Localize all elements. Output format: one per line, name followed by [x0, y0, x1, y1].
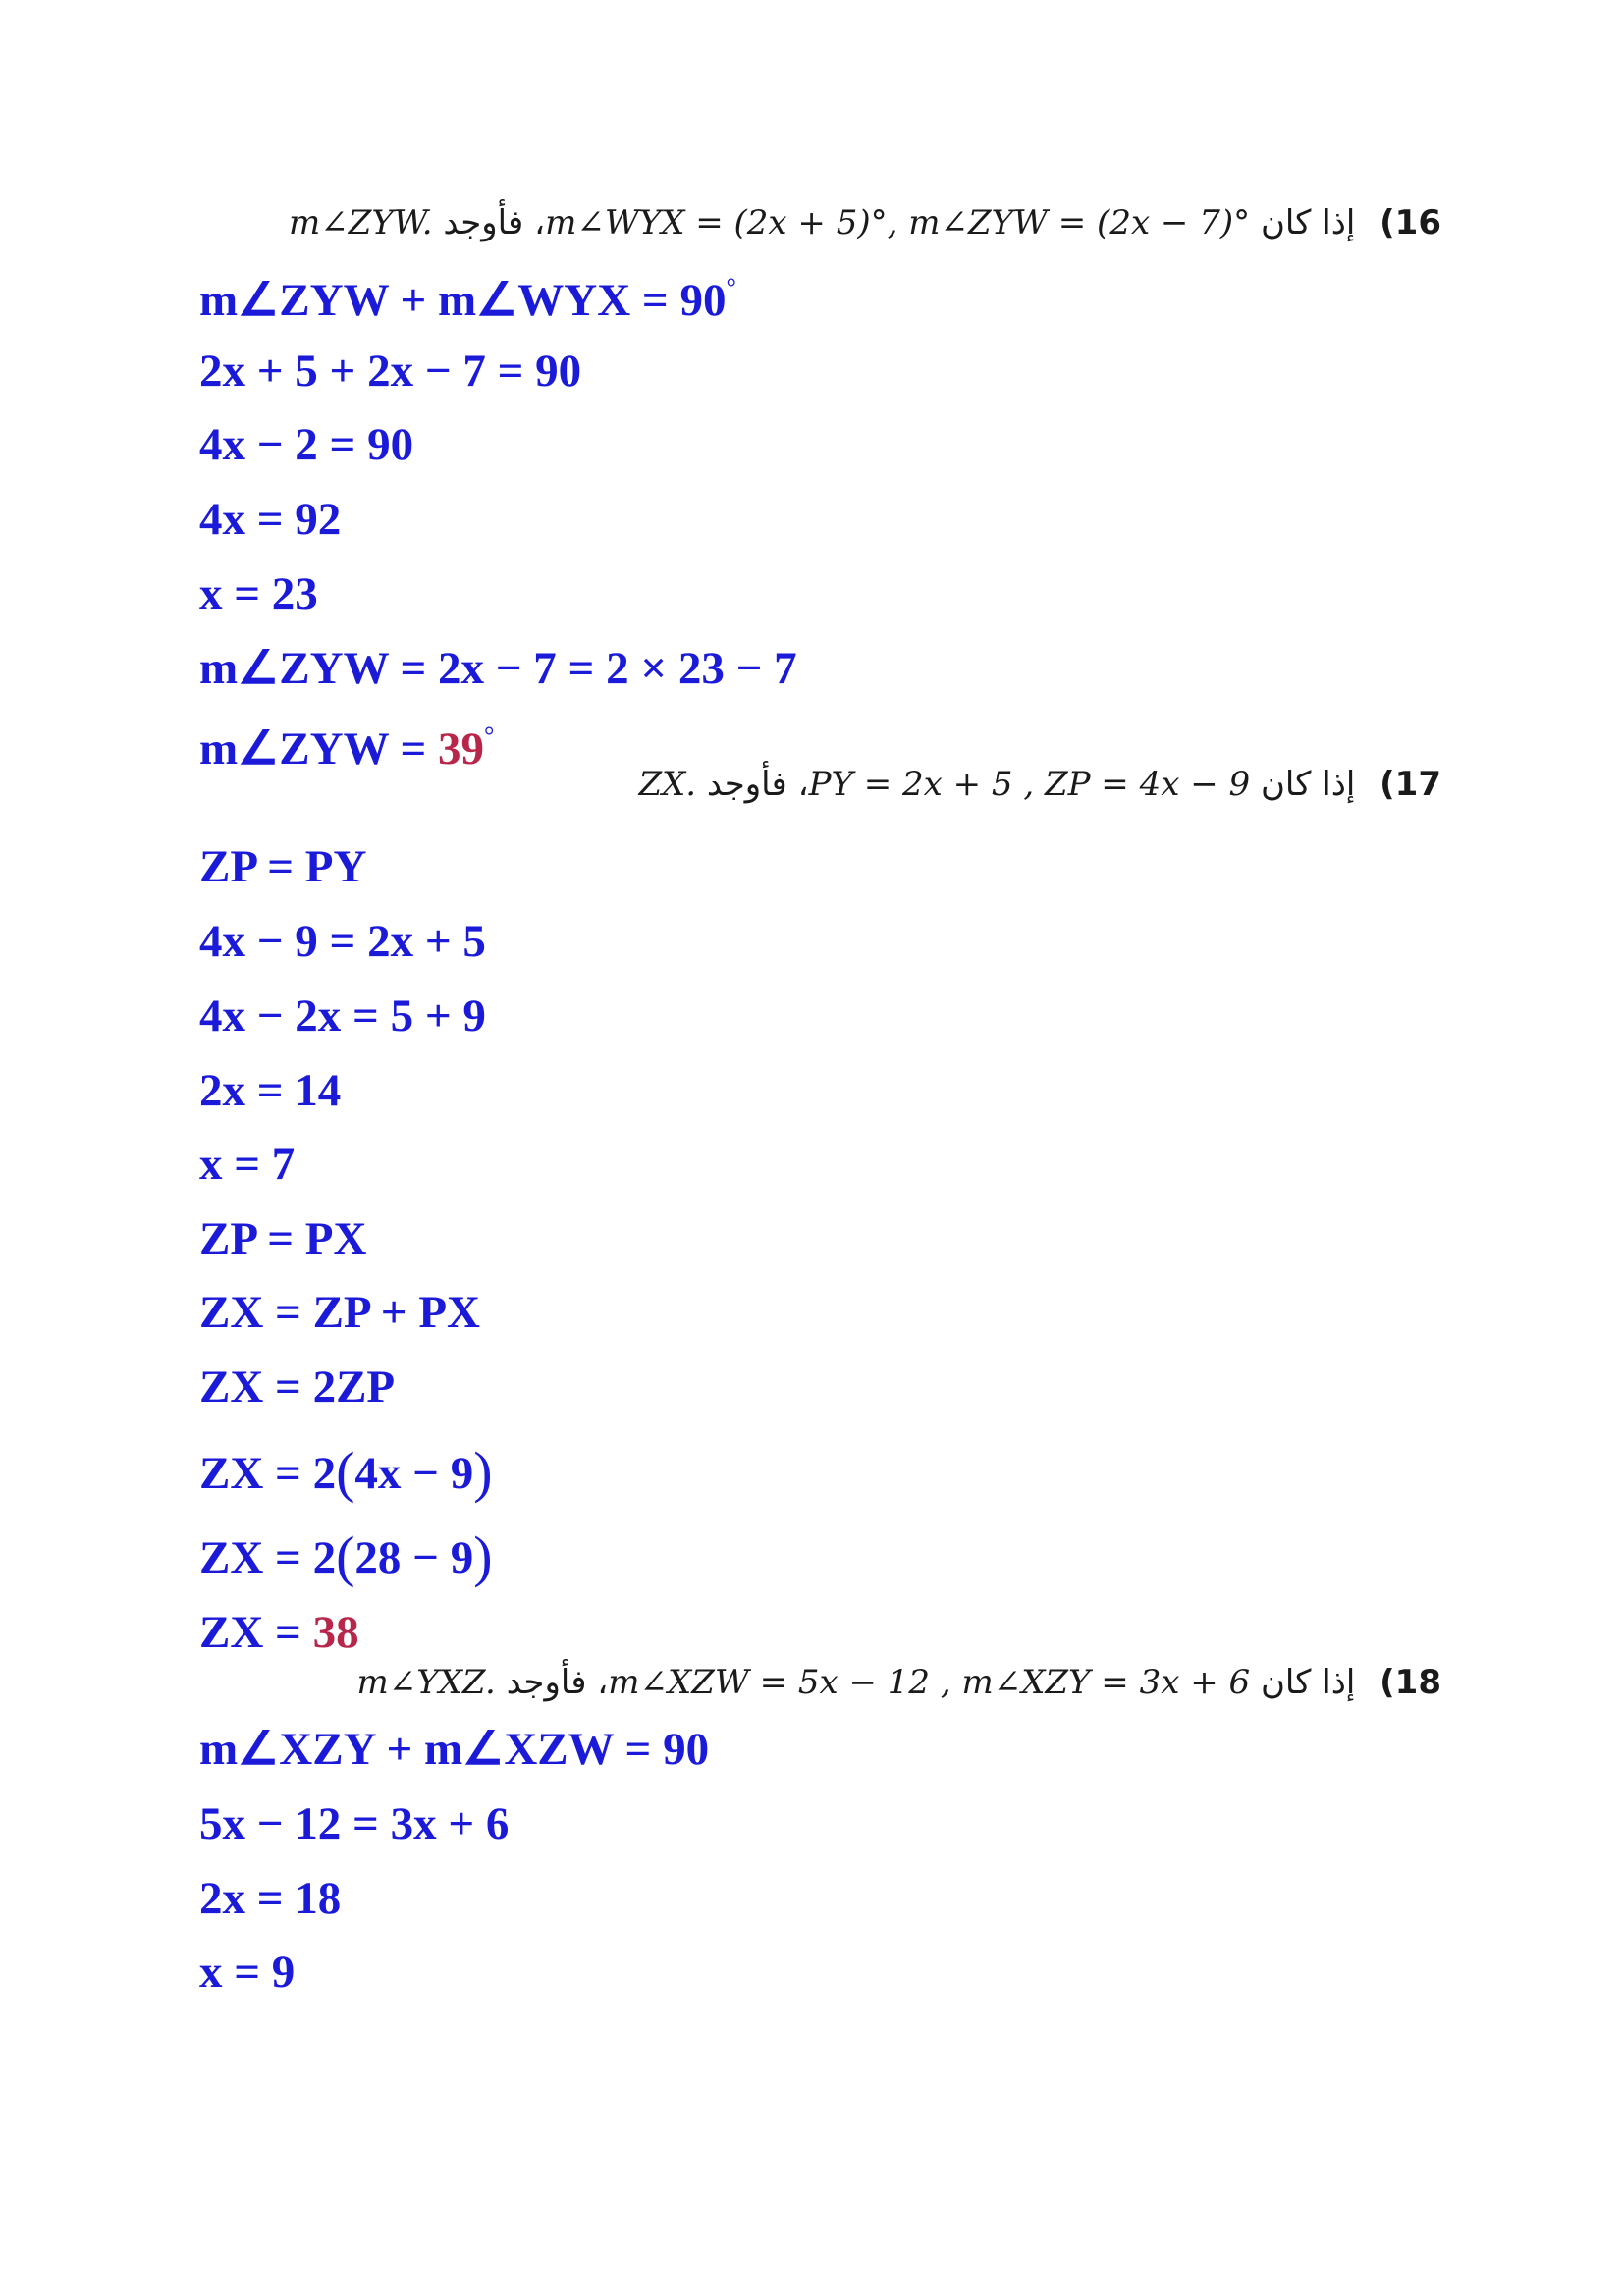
problem-given: m∠XZW = 5x − 12 , m∠XZY = 3x + 6 [608, 1663, 1251, 1702]
step-text: 4x − 9 [354, 1448, 474, 1499]
problem-target: m∠YXZ. [356, 1663, 496, 1702]
problem-given: PY = 2x + 5 , ZP = 4x − 9 [808, 765, 1251, 804]
solution-step [199, 1440, 493, 1504]
open-paren: ( [336, 1440, 355, 1504]
problem-number: 16) [1380, 203, 1441, 242]
solution-step: ZX = 2ZP [199, 1362, 396, 1413]
solution-step: 2x = 18 [199, 1873, 342, 1924]
solution-step: x = 23 [199, 568, 318, 619]
final-answer: 38 [312, 1607, 359, 1658]
solution-step: ZP = PY [199, 841, 367, 892]
problem-if-text: إذا كان [1260, 203, 1356, 242]
problem-target: ZX. [638, 765, 697, 804]
solution-step: 2x + 5 + 2x − 7 = 90 [199, 346, 582, 397]
problem-if-text: إذا كان [1260, 765, 1356, 804]
problem-separator: ، [597, 1663, 609, 1702]
problem-given: m∠WYX = (2x + 5)°, m∠ZYW = (2x − 7)° [545, 203, 1251, 242]
solution-step: 4x − 9 = 2x + 5 [199, 916, 486, 967]
solution-step: 4x − 2 = 90 [199, 419, 414, 470]
problem-if-text: إذا كان [1260, 1663, 1356, 1702]
problem-separator: ، [797, 765, 809, 804]
problem-target: m∠ZYW. [288, 203, 433, 242]
solution-step [199, 275, 736, 324]
solution-step-answer [199, 723, 494, 773]
step-text: ZX = 2 [199, 1532, 337, 1583]
problem-number: 17) [1380, 765, 1441, 804]
solution-step: x = 9 [199, 1947, 296, 1998]
degree-symbol: ° [484, 721, 495, 750]
solution-step: 5x − 12 = 3x + 6 [199, 1798, 510, 1849]
open-paren: ( [336, 1524, 355, 1588]
final-answer: 39 [438, 723, 485, 774]
solution-step: m∠ZYW = 2x − 7 = 2 × 23 − 7 [199, 643, 797, 694]
problem-separator: ، [534, 203, 546, 242]
problem-find-text: فأوجد [506, 1663, 587, 1702]
problem-17-statement [638, 765, 1441, 804]
problem-16-statement [288, 203, 1441, 242]
solution-step: 4x − 2x = 5 + 9 [199, 990, 486, 1041]
close-paren: ) [473, 1440, 493, 1504]
step-text: ZX = 2 [199, 1448, 337, 1499]
solution-step-answer [199, 1607, 359, 1658]
step-text: ZX = [199, 1607, 313, 1658]
degree-symbol: ° [726, 273, 736, 301]
solution-step: x = 7 [199, 1139, 296, 1190]
problem-find-text: فأوجد [443, 203, 524, 242]
solution-step [199, 1524, 493, 1588]
step-text: m∠ZYW = [199, 723, 439, 774]
solution-step: m∠XZY + m∠XZW = 90 [199, 1724, 710, 1775]
solution-step: 2x = 14 [199, 1065, 342, 1116]
solution-step: ZP = PX [199, 1213, 367, 1264]
step-text: m∠ZYW + m∠WYX = 90 [199, 275, 727, 326]
problem-18-statement [356, 1663, 1441, 1702]
close-paren: ) [473, 1524, 493, 1588]
step-text: 28 − 9 [354, 1532, 474, 1583]
problem-find-text: فأوجد [706, 765, 787, 804]
problem-number: 18) [1380, 1663, 1441, 1702]
solution-step: ZX = ZP + PX [199, 1287, 480, 1338]
solution-step: 4x = 92 [199, 494, 342, 545]
